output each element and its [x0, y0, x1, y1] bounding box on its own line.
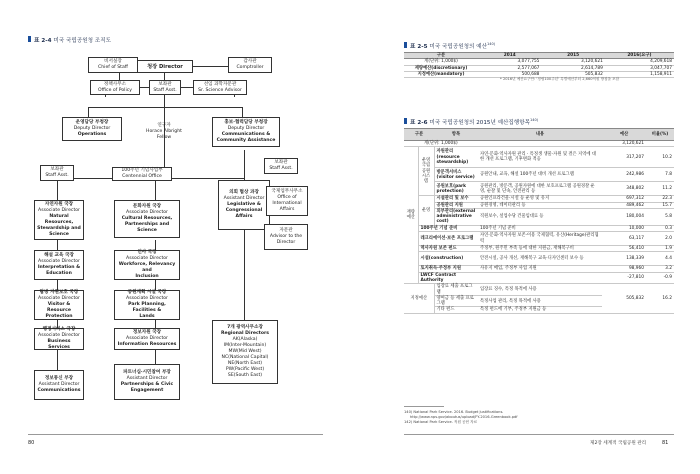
director-box: 청장 Director [137, 60, 193, 73]
page-number-right: 81 [662, 440, 669, 446]
table-row: 외부관리(external administrative cost) 직원보수, 설업수당 건물임대료 등 180,004 5.8 [404, 208, 674, 225]
table-2-6-caption: 표 2-6 미국 국립공원청의 2015년 예산집행항목$^{140)}$ [410, 118, 539, 126]
table-row: 재량예산 운영국립공원시스템 자원관리(resource stewardship) 자연·문화·역사자원 관리 · 특정생 생물·자원 및 결은 지역에 대한 개선 프로그램, 기후변화 적응 317,207 10.2 [404, 147, 674, 168]
connector [244, 230, 245, 320]
table-row: 지정예산 입장료 세출 프로그램 입장료 징수, 특정 목적에 사용 505,832 16.2 [404, 284, 674, 296]
chief-of-staff-box: 비서실장 Chief of Staff [88, 57, 138, 73]
budget-table-2-5 [404, 52, 674, 78]
advisor-to-director-box: 자문관 Advisor to the Director [264, 224, 308, 250]
caption-bar [404, 118, 407, 124]
caption-bar [28, 36, 31, 42]
sr-science-advisor-box: 선임 과학자문관 Sr. Science Advisor [193, 80, 247, 95]
table-row: 지정예산(mandatory) 500,688 505,832 1,158,911 [404, 71, 674, 77]
legislative-affairs-box: 의회 협상 과장 Assistant Director Legislative & Congressional Affairs [218, 180, 270, 230]
interpretation-box: 해설 교육 국장 Associate Director Interpretation & Education [34, 250, 84, 280]
running-title: 제2장 세계적 국립공원 관리 [590, 441, 647, 446]
connector [57, 178, 58, 200]
col-header: 내용 [478, 129, 602, 141]
footnote: 140) National Park Service. 2016. Budget Justifications. [404, 410, 504, 414]
page-number-left: 80 [28, 440, 35, 446]
col-header: 구분 [404, 53, 478, 59]
staff-asst-box: 보좌관 Staff Asst. [264, 158, 298, 174]
col-header: 2016(요구) [605, 53, 674, 59]
table-row: 계(단위: 1,000$) 3,077,755 3,120,621 4,209,618 [404, 59, 674, 65]
table-row: 재량예산(discretionary) 2,577,067 2,614,789 3,047,707 [404, 65, 674, 71]
table-row: LWCF Contract Authority -27,810 -0.9 [404, 272, 674, 284]
table-row: 레크리에이션·보존 프로그램 자연·문화·역사자원 보존·이용 국제협력, 유산(Heritage)관리협력 63,117 2.0 [404, 232, 674, 246]
workforce-box: 인사 국장 Associate Director Workforce, Relevancy and Inclusion [114, 250, 180, 280]
footer-divider [404, 434, 674, 435]
budget-table-2-6 [404, 128, 674, 314]
park-planning-box: 공원계획 시설 국장 Associate Director Park Planning, Facilities & Lands [114, 290, 180, 320]
connector [88, 107, 242, 108]
centennial-office-box: 100주년 기념사업부 Centennial Office [112, 167, 172, 181]
natural-resources-box: 자연자원 국장 Associate Director Natural Resources, Stewardship and Science [34, 200, 84, 240]
comptroller-box: 감사관 Comptroller [228, 57, 272, 73]
office-of-policy-box: 정책사무소 Office of Policy [90, 80, 140, 95]
connector [119, 72, 120, 80]
table-row: 100주년 기념 준비 100주년 기념 준비 10,000 0.3 [404, 225, 674, 231]
cultural-resources-box: 문화자원 국장 Associate Director Cultural Resources, Partnerships and Science [114, 200, 180, 238]
table-row: 계(단위: 1,000$) 3,120,621 [404, 141, 674, 147]
col-header: 구분 [404, 129, 434, 141]
visitor-protection-box: 탐방 자원보호 국장 Associate Director Visitor & Resource Protection [34, 290, 84, 320]
table-row: 방문객서비스(visitor service) 공원안내, 교육, 해설 100주년 대비 개선 프로그램 242,986 7.8 [404, 168, 674, 182]
table-row: 공원보호(park protection) 공원관리, 방문객, 공원자원에 대한 보호프로그램 공원경찰 운영, 순찰 및 단속, 안전관리 등 348,802 11.2 [404, 182, 674, 196]
table-row: 역사자원 보존 펀드 주정부, 원주민 부족 등에 대한 지원금, 재해복구비 56,410 1.9 [404, 246, 674, 252]
connector [242, 107, 243, 117]
business-services-box: 행정서비스 국장 Associate Director Business Services [34, 328, 84, 350]
table-note: * 2016년 예산요구안: '정립100주년' 특별예산부터 2,660억원 방침을 포함 [500, 77, 620, 81]
information-resources-box: 정보자원 국장 Associate Director Information Resources [114, 328, 180, 350]
staff-asst-box: 보좌관 Staff Asst. [40, 165, 74, 181]
col-header: 항목 [434, 129, 478, 141]
communications-box: 정보통신 부장 Assistant Director Communications [34, 370, 84, 400]
table-row: 공원관리 지원 공원경영, 데이터관리 등 489,462 15.7 [404, 202, 674, 208]
deputy-communications-box: 홍보·협력담당 부청장 Deputy Director Communications & Community Assistance [212, 117, 280, 147]
caption-bar [404, 42, 407, 48]
table-row: 토지취득·주정부 지원 사유지 매입, 주정부 사업 지원 98,960 3.2 [404, 266, 674, 272]
table-2-5-caption: 표 2-5 미국 국립공원청의 예산$^{140)}$ [410, 42, 496, 50]
footnote: http://www.nps.gov/aboutus/upload/FY-2016-Greenbook.pdf [410, 415, 518, 419]
footer-divider [28, 434, 323, 435]
connector [155, 178, 156, 200]
col-header: 예산 [602, 129, 646, 141]
horace-albright-fellow: 연구자 Horace Albright Fellow [146, 123, 182, 140]
international-affairs-box: 국제업무사무소 Office of International Affairs [266, 186, 308, 216]
col-header: 2014 [478, 53, 541, 59]
table-row: 시설(construction) 안전시설, 공사 개선, 재해복구 교육·디자인센터 보수 등 138,339 4.4 [404, 252, 674, 266]
deputy-operations-box: 운영담당 부청장 Deputy Director Operations [62, 117, 122, 141]
col-header: 2015 [541, 53, 604, 59]
connector [88, 107, 89, 117]
partnerships-box: 파트너십·시민참여 부장 Assistant Director Partnerships & Civic Engagement [114, 364, 180, 400]
table-row: 운영 시설관리 및 보수 공원인프라건물·시설 등 운영 및 유지 697,312 22.3 [404, 196, 674, 202]
staff-asst-box: 보좌관 Staff Asst. [149, 80, 181, 95]
figure-caption: 표 2-4 미국 국립공원청 조직도 [34, 38, 112, 44]
footnote-divider [404, 406, 444, 407]
regional-directors-box: 7개 광역사무소장 Regional Directors AK(Alaska) IM(Inter-Mountain) MW(Mid West) NC(National Capital) NE(North East) PW(Pacific West) SE(South East) [212, 320, 278, 384]
table-row: 양여금 등 세출 프로그램 특정사업 관리, 특정 목적에 사용 [404, 295, 674, 307]
table-row: 기타 펀드 특정 펀드에 기부, 주정부 지원금 등 [404, 307, 674, 313]
footnote: 142) National Park Service. 직원 공헌 자료 [404, 420, 478, 424]
col-header: 비율(%) [646, 129, 674, 141]
